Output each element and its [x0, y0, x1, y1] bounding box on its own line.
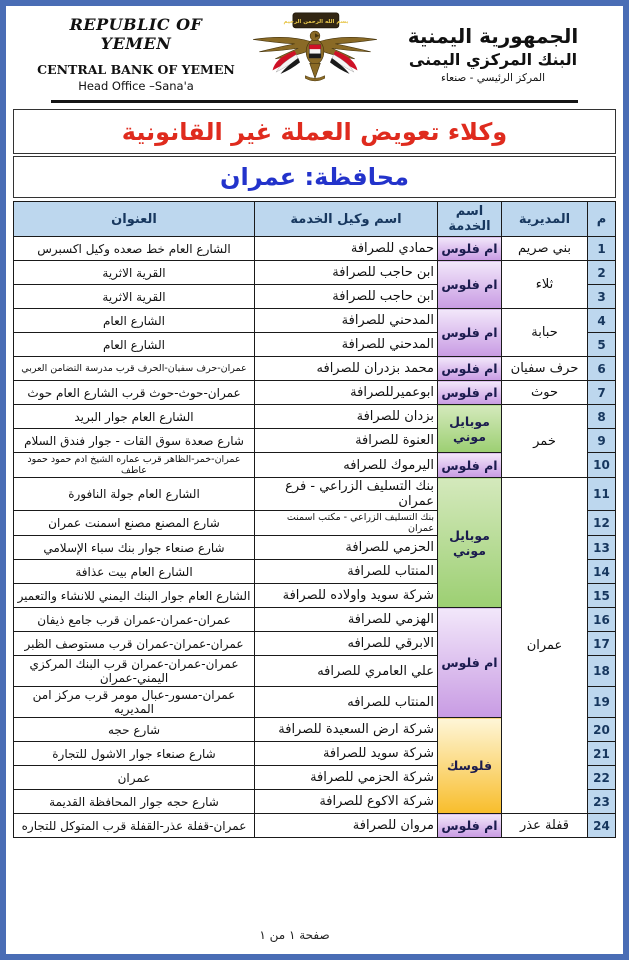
agent-name-cell: المدحني للصرافة: [255, 309, 438, 333]
table-row: [14, 309, 616, 333]
agent-name-cell: مروان للصرافة: [255, 814, 438, 838]
agents-table: [13, 201, 616, 838]
row-number-cell: 2: [588, 261, 616, 285]
service-cell: موبايل موني: [438, 405, 502, 453]
page-number: صفحة ١ من ١: [259, 928, 330, 942]
district-cell: حوث: [502, 381, 588, 405]
row-number-cell: 17: [588, 632, 616, 656]
row-number-cell: 5: [588, 333, 616, 357]
address-cell: عمران-عمران-عمران قرب مستوصف الظبر: [14, 632, 255, 656]
row-number-cell: 4: [588, 309, 616, 333]
agent-name-cell: شركة ارض السعيدة للصرافة: [255, 718, 438, 742]
col-header-agent: اسم وكيل الخدمة: [255, 202, 438, 237]
row-number-cell: 11: [588, 478, 616, 511]
service-cell: ام فلوس: [438, 381, 502, 405]
district-cell: قفلة عذر: [502, 814, 588, 838]
table-row: [14, 405, 616, 429]
row-number-cell: 23: [588, 790, 616, 814]
agent-name-cell: علي العامري للصرافه: [255, 656, 438, 687]
col-header-number: م: [588, 202, 616, 237]
agent-name-cell: ابن حاجب للصرافة: [255, 261, 438, 285]
address-cell: شارع حجه: [14, 718, 255, 742]
district-cell: حبابة: [502, 309, 588, 357]
table-row: [14, 814, 616, 838]
district-cell: ثلاء: [502, 261, 588, 309]
row-number-cell: 10: [588, 453, 616, 478]
district-cell: عمران: [502, 478, 588, 814]
district-cell: خمر: [502, 405, 588, 478]
letterhead-arabic: [393, 24, 593, 84]
col-header-district: المديرية: [502, 202, 588, 237]
row-number-cell: 19: [588, 687, 616, 718]
service-cell: ام فلوس: [438, 608, 502, 718]
address-cell: القرية الاثرية: [14, 285, 255, 309]
address-cell: الشارع العام: [14, 309, 255, 333]
row-number-cell: 18: [588, 656, 616, 687]
agent-name-cell: شركة الحزمي للصرافة: [255, 766, 438, 790]
agent-name-cell: اليرموك للصرافه: [255, 453, 438, 478]
address-cell: القرية الاثرية: [14, 261, 255, 285]
header-divider: [51, 100, 578, 103]
bank-title-ar: البنك المركزي اليمنى: [408, 50, 578, 69]
table-row: [14, 357, 616, 381]
table-row: [14, 237, 616, 261]
row-number-cell: 22: [588, 766, 616, 790]
address-cell: شارع صنعاء جوار بنك سباء الإسلامي: [14, 536, 255, 560]
agent-name-cell: الحزمي للصرافة: [255, 536, 438, 560]
address-cell: عمران-قفلة عذر-القفلة قرب المتوكل للتجاره: [14, 814, 255, 838]
service-cell: فلوسك: [438, 718, 502, 814]
address-cell: الشارع العام خط صعده وكيل اكسبرس: [14, 237, 255, 261]
col-header-address: العنوان: [14, 202, 255, 237]
service-cell: ام فلوس: [438, 237, 502, 261]
table-row: [14, 381, 616, 405]
address-cell: عمران-مسور-عبال مومر قرب مركز امن المديريه: [14, 687, 255, 718]
address-cell: الشارع العام جوار البريد: [14, 405, 255, 429]
republic-title-en: REPUBLIC OF YEMEN: [69, 15, 203, 53]
agent-name-cell: شركة سويد للصرافة: [255, 742, 438, 766]
governorate-title: محافظة: عمران: [13, 156, 616, 198]
address-cell: الشارع العام جولة النافورة: [14, 478, 255, 511]
service-cell: موبايل موني: [438, 478, 502, 608]
table-row: [14, 478, 616, 511]
agent-name-cell: حمادي للصرافة: [255, 237, 438, 261]
address-cell: الشارع العام: [14, 333, 255, 357]
address-cell: شارع صنعاء جوار الاشول للتجارة: [14, 742, 255, 766]
republic-title-ar: الجمهورية اليمنية: [407, 24, 579, 48]
agent-name-cell: بنك التسليف الزراعي - مكتب اسمنت عمران: [255, 511, 438, 536]
service-cell: ام فلوس: [438, 453, 502, 478]
table-row: [14, 261, 616, 285]
letterhead: [6, 6, 623, 96]
row-number-cell: 21: [588, 742, 616, 766]
service-cell: ام فلوس: [438, 814, 502, 838]
service-cell: ام فلوس: [438, 261, 502, 309]
agent-name-cell: المنتاب للصرافه: [255, 687, 438, 718]
row-number-cell: 16: [588, 608, 616, 632]
district-cell: حرف سفيان: [502, 357, 588, 381]
row-number-cell: 3: [588, 285, 616, 309]
head-office-en: Head Office –Sana'a: [78, 79, 194, 93]
bismillah-text: بسم الله الرحمن الرحيم: [283, 19, 348, 26]
row-number-cell: 20: [588, 718, 616, 742]
agent-name-cell: محمد بزدران للصرافه: [255, 357, 438, 381]
row-number-cell: 13: [588, 536, 616, 560]
agent-name-cell: شركة الاكوع للصرافة: [255, 790, 438, 814]
address-cell: عمران-خمر-الظاهر قرب عماره الشيخ ادم حمود حمود عاطف: [14, 453, 255, 478]
row-number-cell: 24: [588, 814, 616, 838]
letterhead-english: [36, 15, 236, 93]
row-number-cell: 6: [588, 357, 616, 381]
address-cell: عمران-حوث-حوث قرب الشارع العام حوث: [14, 381, 255, 405]
agent-name-cell: المنتاب للصرافة: [255, 560, 438, 584]
row-number-cell: 8: [588, 405, 616, 429]
row-number-cell: 12: [588, 511, 616, 536]
agent-name-cell: ابن حاجب للصرافة: [255, 285, 438, 309]
address-cell: عمران-عمران-عمران قرب البنك المركزي اليمني-عمران: [14, 656, 255, 687]
table-header-row: [14, 202, 616, 237]
row-number-cell: 14: [588, 560, 616, 584]
address-cell: شارع صعدة سوق القات - جوار فندق السلام: [14, 429, 255, 453]
agent-name-cell: شركة سويد واولاده للصرافة: [255, 584, 438, 608]
row-number-cell: 9: [588, 429, 616, 453]
address-cell: شارع المصنع مصنع اسمنت عمران: [14, 511, 255, 536]
agent-name-cell: الابرقي للصرافه: [255, 632, 438, 656]
agent-name-cell: العنوة للصرافة: [255, 429, 438, 453]
row-number-cell: 15: [588, 584, 616, 608]
row-number-cell: 7: [588, 381, 616, 405]
yemen-emblem-icon: [240, 12, 390, 96]
address-cell: شارع حجه جوار المحافظة القديمة: [14, 790, 255, 814]
agent-name-cell: المدحني للصرافة: [255, 333, 438, 357]
document-title: وكلاء تعويض العملة غير القانونية: [13, 109, 616, 154]
district-cell: بني صريم: [502, 237, 588, 261]
row-number-cell: 1: [588, 237, 616, 261]
address-cell: عمران-عمران-عمران قرب جامع ذيفان: [14, 608, 255, 632]
agent-name-cell: ابوعميرللصرافة: [255, 381, 438, 405]
agent-name-cell: الهزمي للصرافة: [255, 608, 438, 632]
service-cell: ام فلوس: [438, 309, 502, 357]
agent-name-cell: بزدان للصرافة: [255, 405, 438, 429]
address-cell: الشارع العام بيت عذافة: [14, 560, 255, 584]
agents-table-body: [14, 237, 616, 838]
agent-name-cell: بنك التسليف الزراعي - فرع عمران: [255, 478, 438, 511]
service-cell: ام فلوس: [438, 357, 502, 381]
head-office-ar: المركز الرئيسي - صنعاء: [441, 72, 545, 84]
address-cell: عمران: [14, 766, 255, 790]
address-cell: الشارع العام جوار البنك اليمني للانشاء والتعمير: [14, 584, 255, 608]
col-header-service: اسم الخدمة: [438, 202, 502, 237]
address-cell: عمران-حرف سفيان-الحرف قرب مدرسة التضامن العربي: [14, 357, 255, 381]
bank-title-en: CENTRAL BANK OF YEMEN: [37, 62, 235, 77]
